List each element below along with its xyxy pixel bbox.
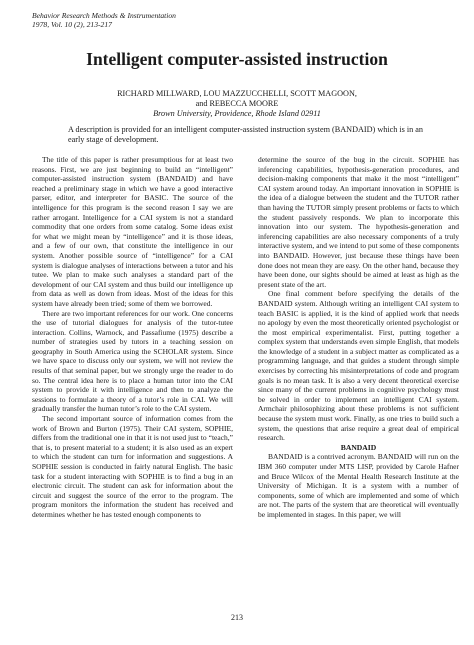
left-column (32, 155, 233, 520)
author-affiliation: Brown University, Providence, Rhode Island 02911 (153, 109, 321, 118)
section-heading: BANDAID (340, 442, 377, 452)
page-number: 213 (231, 613, 243, 622)
journal-name: Behavior Research Methods & Instrumentation (32, 11, 176, 20)
author-names-line1: RICHARD MILLWARD, LOU MAZZUCCHELLI, SCOTT MAGOON, (117, 89, 357, 98)
body-paragraph: One final comment before specifying the details of the BANDAID system. Although writing an intelligent CAI system to teach BASIC is applied, it is the kind of applied work that needs no apology by even the most theoretically oriented psychologist or the most empirical experimentalist. First, putting together a complex system that understands even simple English, that models the knowledge of a student in a subject matter as complicated as a programming language, and that guides a student through simple exercises by correcting his misinterpretations of code and program goals is no mean task. It is also a very decent theoretical exercise since many of the current problems in cognitive psychology must be solved in order to implement an intelligent CAI system. Armchair philosophizing about these problems is not sufficient because the system must work. Finally, as one tries to build such a system, the questions that arise require a great deal of empirical research. (258, 289, 459, 443)
paper-title: Intelligent computer-assisted instruction (86, 49, 388, 69)
journal-volume: 1978, Vol. 10 (2), 213-217 (32, 20, 112, 29)
body-paragraph: determine the source of the bug in the circuit. SOPHIE has inferencing capabilities, hypothesis-generation procedures, and decision-making components that make it the most “intelligent” CAI system around today. An important innovation in SOPHIE is the idea of a dialogue between the student and the TUTOR rather than having the TUTOR simply present problems or facts to which the student passively responds. We plan to incorporate this innovation into our system. The hypothesis-generation and inferencing capabilities are also necessary components of a truly interactive system, and we intend to put some of these components into BANDAID. However, just because these things have been done does not mean they are easy. On the other hand, because they have been done, our sights should be aimed at least as high as the present state of the art. (258, 155, 459, 289)
author-block (0, 89, 474, 119)
body-paragraph: There are two important references for our work. One concerns the use of tutorial dialogues for analysis of the tutor-tutee interaction. Collins, Warnock, and Passafiume (1975) describe a number of strategies used by tutors in a teaching session on geography in South America using the SCHOLAR system. Since we have space to discuss only our system, we will not review the results of that seminal paper, but we strongly urge the reader to do so. The central idea here is to place a human tutor into the CAI system to provide it with intelligence and then to analyze the sessions to formulate a theory of a tutor’s role in CAI. We will gradually transfer the human tutor’s role to the CAI system. (32, 308, 233, 414)
author-names-line2: and REBECCA MOORE (195, 99, 279, 108)
right-column (258, 155, 459, 520)
journal-header (32, 11, 176, 29)
body-paragraph: BANDAID is a contrived acronym. BANDAID will run on the IBM 360 computer under MTS LISP, provided by Carole Hafner and Bruce Wilcox of the Mental Health Research Institute at the University of Michigan. It is a system with a number of components, some of which are implemented and some of which are not. The parts of the system that are theoretical will eventually be implemented in stages. In this paper, we will (258, 452, 459, 519)
body-paragraph: The second important source of information comes from the work of Brown and Burton (1975). Their CAI system, SOPHIE, differs from the traditional one in that it is not used just to “teach,” that is, to present material to a student; it is also used as an expert to which the student can turn for information and suggestions. A SOPHIE session is conducted in fairly natural English. The basic task for a student interacting with SOPHIE is to find a bug in an electronic circuit. The student can ask for information about the circuit and suggest the source of the error to the program. The program monitors the information the student has received and determines whether he has tested enough components to (32, 414, 233, 519)
abstract: A description is provided for an intelligent computer-assisted instruction system (BANDAID) which is in an early stage of development. (68, 125, 424, 144)
body-paragraph: The title of this paper is rather presumptious for at least two reasons. First, we are just beginning to build an “intelligent” computer-assisted instruction system (BANDAID) and have reached a preliminary stage in which we have a good interactive parser, editor, and interpreter for BASIC. The source of the intelligence for this program is the second reason I say we are rather arrogant. Intelligence for a CAI system is not a standard commodity that one orders from some catalog. Some ideas exist for what we might mean by “intelligence” and it is those ideas, and a few of our own, that constitute the intelligence in our system. Another possible source of “intelligence” for a CAI system is dialogue analyses of interactions between a tutor and his tutee. We plan to make such analyses a standard part of the development of our CAI system and thus build our intelligence up from data as well as down from ideas. Most of the ideas for this system have already been tried; some of them we borrowed. (32, 155, 233, 308)
